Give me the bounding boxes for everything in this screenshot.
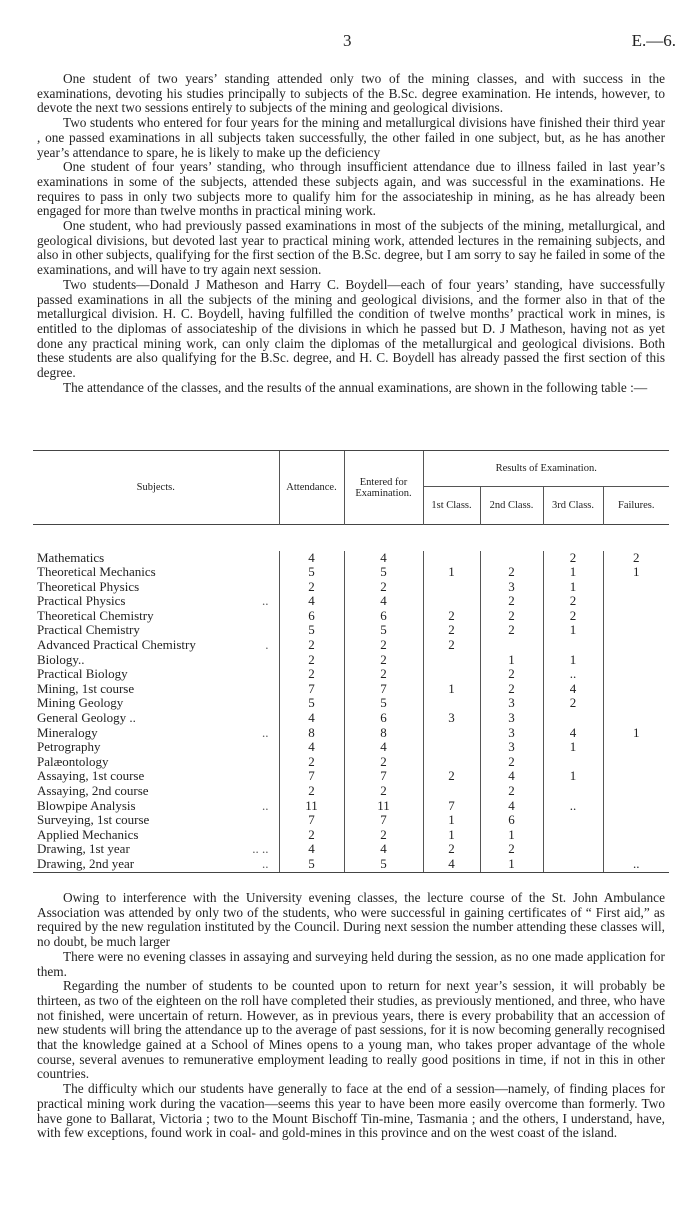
- entered-cell: 2: [344, 755, 423, 770]
- second-cell: 2: [480, 609, 543, 624]
- first-cell: 1: [423, 828, 480, 843]
- header-results: Results of Examination.: [423, 451, 669, 487]
- intro-paragraphs: [37, 72, 665, 395]
- attendance-cell: 2: [279, 755, 344, 770]
- second-cell: 2: [480, 842, 543, 857]
- failures-cell: [603, 594, 669, 609]
- second-cell: [480, 551, 543, 566]
- leader-dots: ..: [262, 855, 269, 871]
- failures-cell: [603, 638, 669, 653]
- failures-cell: [603, 623, 669, 638]
- subject-cell: [33, 594, 279, 609]
- subject-name: Biology..: [37, 651, 85, 667]
- table-row: [33, 769, 669, 784]
- table-body: [33, 551, 669, 873]
- subject-cell: [33, 551, 279, 566]
- subject-cell: [33, 696, 279, 711]
- attendance-cell: 7: [279, 813, 344, 828]
- subject-cell: [33, 667, 279, 682]
- entered-cell: 2: [344, 784, 423, 799]
- second-cell: 3: [480, 726, 543, 741]
- second-cell: 3: [480, 711, 543, 726]
- entered-cell: 7: [344, 769, 423, 784]
- second-cell: 2: [480, 623, 543, 638]
- first-cell: 2: [423, 769, 480, 784]
- document-reference: E.—6.: [631, 31, 676, 50]
- table-row: [33, 638, 669, 653]
- table-row: [33, 653, 669, 668]
- table-row: [33, 696, 669, 711]
- third-cell: 1: [543, 740, 603, 755]
- entered-cell: 2: [344, 653, 423, 668]
- subject-name: Surveying, 1st course: [37, 812, 150, 828]
- paragraph: The attendance of the classes, and the results of the annual examinations, are shown in the following table :—: [63, 379, 648, 395]
- first-cell: [423, 696, 480, 711]
- first-cell: 1: [423, 565, 480, 580]
- subject-name: Practical Biology: [37, 666, 128, 682]
- second-cell: 4: [480, 799, 543, 814]
- second-cell: 2: [480, 667, 543, 682]
- table-row: [33, 667, 669, 682]
- entered-cell: 6: [344, 609, 423, 624]
- table-row: [33, 682, 669, 697]
- leader-dots: ..: [262, 724, 269, 740]
- third-cell: 1: [543, 580, 603, 595]
- entered-cell: 4: [344, 842, 423, 857]
- table-row: [33, 857, 669, 872]
- subject-name: Practical Physics: [37, 593, 126, 609]
- subject-name: Drawing, 1st year: [37, 841, 130, 857]
- table-row: [33, 842, 669, 857]
- entered-cell: 4: [344, 594, 423, 609]
- failures-cell: [603, 609, 669, 624]
- subject-cell: [33, 769, 279, 784]
- second-cell: 2: [480, 594, 543, 609]
- entered-cell: 4: [344, 740, 423, 755]
- paragraph: The difficulty which our students have generally to face at the end of a session—namely, of finding places for practical mining work during the vacation—seems this year to have been more easily overcome than formerly. Two have gone to Ballarat, Victoria ; two to the Mount Bischoff Tin-mine, Tasmania ; and the others, I understand, have, with few exceptions, found work in coal- and gold-mines in this province and on the west coast of the island.: [37, 1081, 665, 1141]
- first-cell: 2: [423, 842, 480, 857]
- third-cell: 1: [543, 653, 603, 668]
- subject-cell: [33, 609, 279, 624]
- table-row: [33, 726, 669, 741]
- header-second-class: 2nd Class.: [480, 487, 543, 525]
- failures-cell: [603, 755, 669, 770]
- second-cell: 4: [480, 769, 543, 784]
- subject-cell: [33, 711, 279, 726]
- table-row: [33, 740, 669, 755]
- attendance-cell: 6: [279, 609, 344, 624]
- table-row: [33, 594, 669, 609]
- failures-cell: [603, 799, 669, 814]
- third-cell: ..: [543, 667, 603, 682]
- attendance-cell: 2: [279, 580, 344, 595]
- table-row: [33, 711, 669, 726]
- closing-paragraphs: [37, 891, 665, 1141]
- first-cell: 2: [423, 623, 480, 638]
- entered-cell: 5: [344, 623, 423, 638]
- failures-cell: [603, 682, 669, 697]
- third-cell: [543, 638, 603, 653]
- first-cell: 4: [423, 857, 480, 872]
- first-cell: 2: [423, 638, 480, 653]
- attendance-cell: 4: [279, 711, 344, 726]
- third-cell: 1: [543, 769, 603, 784]
- paragraph: Two students—Donald J Matheson and Harry C. Boydell—each of four years’ standing, have successfully passed examinations in all the subjects of the mining and geological divisions, and the former also in that of the metallurgical division. H. C. Boydell, having fulfilled the condition of twelve months’ practical work in mines, is entitled to the diplomas of associateship of the divisions in which he passed but D. J Matheson, having not as yet done any practical mining work, can only claim the diplomas of the metallurgical and geological divisions. Both these students are also qualifying for the B.Sc. degree, and H. C. Boydell has already passed the first section of this degree.: [37, 276, 665, 381]
- failures-cell: [603, 580, 669, 595]
- entered-cell: 2: [344, 580, 423, 595]
- attendance-cell: 5: [279, 565, 344, 580]
- subject-name: Practical Chemistry: [37, 622, 140, 638]
- table-row: [33, 799, 669, 814]
- failures-cell: [603, 842, 669, 857]
- entered-cell: 7: [344, 682, 423, 697]
- third-cell: [543, 711, 603, 726]
- first-cell: [423, 580, 480, 595]
- third-cell: 1: [543, 565, 603, 580]
- third-cell: 2: [543, 551, 603, 566]
- attendance-cell: 8: [279, 726, 344, 741]
- entered-cell: 4: [344, 551, 423, 566]
- failures-cell: [603, 769, 669, 784]
- failures-cell: [603, 653, 669, 668]
- leader-dots: ..: [262, 593, 269, 609]
- first-cell: 3: [423, 711, 480, 726]
- entered-cell: 5: [344, 696, 423, 711]
- first-cell: [423, 667, 480, 682]
- subject-cell: [33, 813, 279, 828]
- first-cell: 2: [423, 609, 480, 624]
- header-attendance: Attendance.: [279, 451, 344, 525]
- attendance-cell: 2: [279, 828, 344, 843]
- third-cell: [543, 828, 603, 843]
- subject-cell: [33, 755, 279, 770]
- subject-name: Petrography: [37, 739, 101, 755]
- entered-cell: 8: [344, 726, 423, 741]
- first-cell: [423, 594, 480, 609]
- subject-cell: [33, 580, 279, 595]
- attendance-cell: 7: [279, 769, 344, 784]
- entered-cell: 7: [344, 813, 423, 828]
- attendance-cell: 4: [279, 594, 344, 609]
- second-cell: 6: [480, 813, 543, 828]
- page-header: [0, 31, 700, 55]
- second-cell: 2: [480, 682, 543, 697]
- header-third-class: 3rd Class.: [543, 487, 603, 525]
- leader-dots: ..: [262, 797, 269, 813]
- subject-cell: [33, 653, 279, 668]
- attendance-cell: 7: [279, 682, 344, 697]
- subject-cell: [33, 828, 279, 843]
- subject-name: Theoretical Physics: [37, 578, 140, 594]
- attendance-cell: 2: [279, 653, 344, 668]
- failures-cell: [603, 711, 669, 726]
- first-cell: [423, 784, 480, 799]
- table-row: [33, 813, 669, 828]
- paragraph: One student, who had previously passed examinations in most of the subjects of the mining, metallurgical, and geological divisions, but devoted last year to practical mining work, attended lectures in the remaining subjects, and also in other subjects, qualifying for the first section of the B.Sc. degree, but I am sorry to say he failed in some of the examinations, and will have to try again next session.: [37, 218, 665, 278]
- subject-cell: [33, 857, 279, 872]
- attendance-cell: 4: [279, 551, 344, 566]
- leader-dots: .: [265, 637, 269, 653]
- attendance-cell: 4: [279, 740, 344, 755]
- third-cell: ..: [543, 799, 603, 814]
- third-cell: 1: [543, 623, 603, 638]
- table-row: [33, 580, 669, 595]
- entered-cell: 6: [344, 711, 423, 726]
- failures-cell: [603, 784, 669, 799]
- third-cell: 4: [543, 726, 603, 741]
- subject-name: Advanced Practical Chemistry: [37, 637, 196, 653]
- table-row: [33, 609, 669, 624]
- first-cell: 1: [423, 813, 480, 828]
- subject-name: Mining Geology: [37, 695, 124, 711]
- table-row: [33, 551, 669, 566]
- failures-cell: [603, 696, 669, 711]
- second-cell: 1: [480, 828, 543, 843]
- first-cell: [423, 726, 480, 741]
- first-cell: 7: [423, 799, 480, 814]
- entered-cell: 5: [344, 565, 423, 580]
- entered-cell: 5: [344, 857, 423, 872]
- page-number: 3: [343, 31, 352, 50]
- second-cell: [480, 638, 543, 653]
- attendance-cell: 2: [279, 784, 344, 799]
- entered-cell: 2: [344, 638, 423, 653]
- table-row: [33, 755, 669, 770]
- table-row: [33, 828, 669, 843]
- entered-cell: 2: [344, 828, 423, 843]
- third-cell: [543, 842, 603, 857]
- subject-name: Assaying, 1st course: [37, 768, 145, 784]
- paragraph: Regarding the number of students to be counted upon to return for next year’s session, it will probably be thirteen, as two of the eighteen on the roll have completed their studies, as previously mentioned, and three, who have not finished, were uncertain of return. However, as in previous years, there is every probability that an accession of new students will bring the attendance up to the average of past sessions, for it is now becoming generally recognised that the knowledge gained at a School of Mines opens to a young man, who takes proper advantage of the whole course, several avenues to remunerative employment leading to really good positions in time, if not in this in other countries.: [37, 978, 665, 1082]
- failures-cell: [603, 828, 669, 843]
- third-cell: [543, 755, 603, 770]
- header-entered: Entered for Examination.: [344, 451, 423, 525]
- entered-cell: 2: [344, 667, 423, 682]
- subject-name: Applied Mechanics: [37, 826, 139, 842]
- second-cell: 2: [480, 784, 543, 799]
- subject-name: Blowpipe Analysis: [37, 797, 136, 813]
- subject-cell: [33, 565, 279, 580]
- third-cell: 2: [543, 609, 603, 624]
- subject-name: Theoretical Chemistry: [37, 607, 154, 623]
- paragraph: There were no evening classes in assaying and surveying held during the session, as no one made application for them.: [37, 948, 665, 979]
- first-cell: [423, 755, 480, 770]
- attendance-cell: 2: [279, 638, 344, 653]
- header-failures: Failures.: [603, 487, 669, 525]
- examination-results-table: [33, 450, 669, 873]
- first-cell: [423, 740, 480, 755]
- subject-name: Drawing, 2nd year: [37, 855, 135, 871]
- paragraph: One student of four years’ standing, who through insufficient attendance due to illness failed in last year’s examinations in some of the subjects, attended these subjects again, and was successful in the examinations. He requires to pass in only two subjects more to qualify him for the associateship in mining, as he has already been engaged for more than twelve months in practical mining work.: [37, 159, 665, 219]
- attendance-cell: 11: [279, 799, 344, 814]
- third-cell: [543, 784, 603, 799]
- failures-cell: 1: [603, 726, 669, 741]
- header-subjects: Subjects.: [33, 451, 279, 525]
- attendance-cell: 4: [279, 842, 344, 857]
- paragraph: Two students who entered for four years for the mining and metallurgical divisions have finished their third year , one passed examinations in all subjects taken successfully, the other failed in one subject, but, as he has another year’s attendance to spare, he is likely to make up the deficiency: [37, 115, 665, 160]
- second-cell: 1: [480, 857, 543, 872]
- subject-name: General Geology ..: [37, 710, 136, 726]
- subject-name: Mining, 1st course: [37, 680, 135, 696]
- table-row: [33, 623, 669, 638]
- subject-cell: [33, 682, 279, 697]
- subject-cell: [33, 726, 279, 741]
- paragraph: Owing to interference with the University evening classes, the lecture course of the St. John Ambulance Association was attended by only two of the students, who were successful in gaining certificates of “ First aid,” as required by the new regulation instituted by the Council. During next session the number attending these classes will, no doubt, be much larger: [37, 890, 665, 950]
- subject-name: Theoretical Mechanics: [37, 564, 156, 580]
- second-cell: 3: [480, 696, 543, 711]
- attendance-cell: 2: [279, 667, 344, 682]
- third-cell: 2: [543, 594, 603, 609]
- table-row: [33, 784, 669, 799]
- paragraph: One student of two years’ standing attended only two of the mining classes, and with success in the examinations, devoting his studies principally to subjects of the B.Sc. degree examination. He intends, however, to devote the next two sessions entirely to subjects of the mining and geological divisions.: [37, 71, 665, 116]
- table-row: [33, 565, 669, 580]
- subject-name: Mathematics: [37, 549, 105, 565]
- subject-cell: [33, 784, 279, 799]
- entered-cell: 11: [344, 799, 423, 814]
- failures-cell: [603, 740, 669, 755]
- second-cell: 2: [480, 755, 543, 770]
- leader-dots: .. ..: [252, 841, 269, 857]
- failures-cell: 2: [603, 551, 669, 566]
- attendance-cell: 5: [279, 857, 344, 872]
- subject-cell: [33, 638, 279, 653]
- first-cell: 1: [423, 682, 480, 697]
- subject-cell: [33, 623, 279, 638]
- failures-cell: 1: [603, 565, 669, 580]
- subject-name: Mineralogy: [37, 724, 98, 740]
- second-cell: 3: [480, 740, 543, 755]
- subject-cell: [33, 842, 279, 857]
- failures-cell: [603, 813, 669, 828]
- subject-cell: [33, 740, 279, 755]
- subject-cell: [33, 799, 279, 814]
- failures-cell: [603, 667, 669, 682]
- subject-name: Assaying, 2nd course: [37, 783, 149, 798]
- third-cell: 2: [543, 696, 603, 711]
- failures-cell: ..: [603, 857, 669, 872]
- header-first-class: 1st Class.: [423, 487, 480, 525]
- third-cell: 4: [543, 682, 603, 697]
- second-cell: 1: [480, 653, 543, 668]
- first-cell: [423, 653, 480, 668]
- third-cell: [543, 857, 603, 872]
- attendance-cell: 5: [279, 696, 344, 711]
- second-cell: 3: [480, 580, 543, 595]
- first-cell: [423, 551, 480, 566]
- subject-name: Palæontology: [37, 753, 109, 769]
- attendance-cell: 5: [279, 623, 344, 638]
- second-cell: 2: [480, 565, 543, 580]
- third-cell: [543, 813, 603, 828]
